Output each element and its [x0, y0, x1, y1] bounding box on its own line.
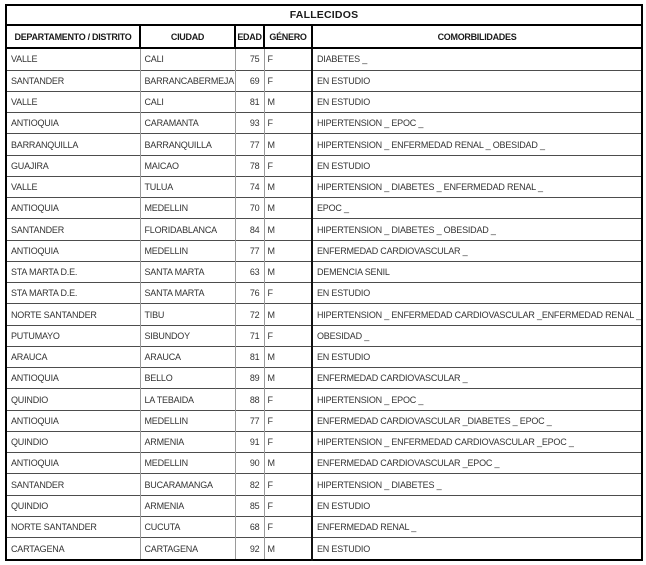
cell-departamento: STA MARTA D.E. [6, 261, 140, 282]
cell-departamento: ANTIOQUIA [6, 410, 140, 431]
cell-ciudad: CALI [140, 48, 235, 70]
cell-genero: M [264, 91, 312, 112]
cell-genero: M [264, 304, 312, 325]
cell-departamento: ANTIOQUIA [6, 240, 140, 261]
table-row [6, 474, 642, 495]
table-title: FALLECIDOS [6, 5, 642, 25]
cell-ciudad: SANTA MARTA [140, 261, 235, 282]
cell-ciudad: BARRANCABERMEJA [140, 70, 235, 91]
cell-ciudad: BARRANQUILLA [140, 134, 235, 155]
cell-genero: M [264, 346, 312, 367]
column-header-ciudad: CIUDAD [140, 25, 235, 48]
cell-genero: F [264, 516, 312, 537]
table-row [6, 155, 642, 176]
cell-comorbilidades: OBESIDAD _ [312, 325, 642, 346]
cell-ciudad: BELLO [140, 368, 235, 389]
cell-genero: M [264, 368, 312, 389]
cell-genero: F [264, 474, 312, 495]
cell-comorbilidades: DIABETES _ [312, 48, 642, 70]
cell-comorbilidades: ENFERMEDAD CARDIOVASCULAR _DIABETES _ EPOC _ [312, 410, 642, 431]
cell-ciudad: SANTA MARTA [140, 283, 235, 304]
cell-comorbilidades: HIPERTENSION _ ENFERMEDAD CARDIOVASCULAR _ENFERMEDAD RENAL _ [312, 304, 642, 325]
cell-comorbilidades: HIPERTENSION _ ENFERMEDAD RENAL _ OBESIDAD _ [312, 134, 642, 155]
cell-ciudad: MEDELLIN [140, 240, 235, 261]
cell-ciudad: MEDELLIN [140, 410, 235, 431]
cell-edad: 85 [235, 495, 264, 516]
table-row [6, 283, 642, 304]
column-header-genero: GÉNERO [264, 25, 312, 48]
table-row [6, 91, 642, 112]
cell-genero: F [264, 155, 312, 176]
cell-comorbilidades: ENFERMEDAD CARDIOVASCULAR _ [312, 368, 642, 389]
table-row [6, 134, 642, 155]
cell-ciudad: LA TEBAIDA [140, 389, 235, 410]
table-row [6, 70, 642, 91]
column-header-departamento: DEPARTAMENTO / DISTRITO [6, 25, 140, 48]
cell-comorbilidades: HIPERTENSION _ EPOC _ [312, 389, 642, 410]
cell-comorbilidades: DEMENCIA SENIL [312, 261, 642, 282]
table-row [6, 325, 642, 346]
cell-genero: F [264, 389, 312, 410]
cell-edad: 91 [235, 431, 264, 452]
cell-edad: 63 [235, 261, 264, 282]
cell-edad: 72 [235, 304, 264, 325]
cell-genero: M [264, 134, 312, 155]
table-row [6, 368, 642, 389]
cell-genero: F [264, 325, 312, 346]
cell-departamento: NORTE SANTANDER [6, 516, 140, 537]
cell-comorbilidades: EN ESTUDIO [312, 155, 642, 176]
cell-edad: 71 [235, 325, 264, 346]
table-row [6, 538, 642, 560]
cell-genero: F [264, 113, 312, 134]
cell-edad: 93 [235, 113, 264, 134]
cell-genero: F [264, 283, 312, 304]
cell-edad: 90 [235, 453, 264, 474]
cell-comorbilidades: ENFERMEDAD CARDIOVASCULAR _ [312, 240, 642, 261]
cell-genero: M [264, 176, 312, 197]
cell-ciudad: CARTAGENA [140, 538, 235, 560]
table-row [6, 48, 642, 70]
cell-genero: M [264, 198, 312, 219]
cell-departamento: SANTANDER [6, 474, 140, 495]
cell-ciudad: MAICAO [140, 155, 235, 176]
table-row [6, 346, 642, 367]
cell-edad: 77 [235, 240, 264, 261]
cell-comorbilidades: HIPERTENSION _ DIABETES _ [312, 474, 642, 495]
cell-ciudad: ARMENIA [140, 495, 235, 516]
cell-genero: M [264, 453, 312, 474]
table-row [6, 219, 642, 240]
cell-comorbilidades: EN ESTUDIO [312, 346, 642, 367]
cell-edad: 74 [235, 176, 264, 197]
cell-edad: 77 [235, 134, 264, 155]
cell-genero: M [264, 219, 312, 240]
table-row [6, 410, 642, 431]
header-row [6, 25, 642, 48]
cell-edad: 77 [235, 410, 264, 431]
cell-edad: 92 [235, 538, 264, 560]
cell-ciudad: ARAUCA [140, 346, 235, 367]
cell-departamento: SANTANDER [6, 219, 140, 240]
cell-departamento: QUINDIO [6, 495, 140, 516]
cell-edad: 78 [235, 155, 264, 176]
cell-comorbilidades: EN ESTUDIO [312, 91, 642, 112]
cell-departamento: SANTANDER [6, 70, 140, 91]
table-row [6, 176, 642, 197]
table-row [6, 198, 642, 219]
cell-genero: M [264, 261, 312, 282]
cell-comorbilidades: EN ESTUDIO [312, 538, 642, 560]
cell-departamento: PUTUMAYO [6, 325, 140, 346]
cell-genero: M [264, 240, 312, 261]
cell-departamento: VALLE [6, 91, 140, 112]
column-header-edad: EDAD [235, 25, 264, 48]
table-body [6, 48, 642, 560]
table-row [6, 261, 642, 282]
cell-edad: 76 [235, 283, 264, 304]
cell-edad: 82 [235, 474, 264, 495]
table-row [6, 431, 642, 452]
cell-ciudad: BUCARAMANGA [140, 474, 235, 495]
table-row [6, 453, 642, 474]
cell-ciudad: MEDELLIN [140, 453, 235, 474]
cell-comorbilidades: HIPERTENSION _ DIABETES _ ENFERMEDAD RENAL _ [312, 176, 642, 197]
cell-edad: 88 [235, 389, 264, 410]
table-row [6, 495, 642, 516]
table-row [6, 389, 642, 410]
cell-genero: F [264, 495, 312, 516]
cell-edad: 81 [235, 346, 264, 367]
cell-departamento: ANTIOQUIA [6, 113, 140, 134]
cell-departamento: QUINDIO [6, 431, 140, 452]
cell-edad: 69 [235, 70, 264, 91]
fallecidos-table [5, 4, 643, 561]
cell-ciudad: TIBU [140, 304, 235, 325]
cell-departamento: ANTIOQUIA [6, 368, 140, 389]
cell-genero: F [264, 410, 312, 431]
cell-departamento: VALLE [6, 176, 140, 197]
cell-departamento: ANTIOQUIA [6, 198, 140, 219]
table-row [6, 240, 642, 261]
cell-edad: 89 [235, 368, 264, 389]
cell-genero: F [264, 70, 312, 91]
cell-edad: 70 [235, 198, 264, 219]
cell-departamento: GUAJIRA [6, 155, 140, 176]
cell-ciudad: TULUA [140, 176, 235, 197]
cell-ciudad: ARMENIA [140, 431, 235, 452]
table-row [6, 516, 642, 537]
cell-ciudad: FLORIDABLANCA [140, 219, 235, 240]
cell-comorbilidades: EN ESTUDIO [312, 70, 642, 91]
cell-departamento: CARTAGENA [6, 538, 140, 560]
cell-departamento: ANTIOQUIA [6, 453, 140, 474]
cell-edad: 84 [235, 219, 264, 240]
cell-comorbilidades: HIPERTENSION _ DIABETES _ OBESIDAD _ [312, 219, 642, 240]
table-row [6, 304, 642, 325]
cell-departamento: QUINDIO [6, 389, 140, 410]
cell-edad: 81 [235, 91, 264, 112]
cell-comorbilidades: EPOC _ [312, 198, 642, 219]
cell-comorbilidades: EN ESTUDIO [312, 495, 642, 516]
cell-departamento: BARRANQUILLA [6, 134, 140, 155]
cell-comorbilidades: ENFERMEDAD RENAL _ [312, 516, 642, 537]
cell-departamento: NORTE SANTANDER [6, 304, 140, 325]
cell-departamento: ARAUCA [6, 346, 140, 367]
cell-departamento: STA MARTA D.E. [6, 283, 140, 304]
cell-ciudad: CALI [140, 91, 235, 112]
cell-ciudad: CARAMANTA [140, 113, 235, 134]
cell-ciudad: CUCUTA [140, 516, 235, 537]
cell-genero: F [264, 48, 312, 70]
column-header-comorbilidades: COMORBILIDADES [312, 25, 642, 48]
cell-genero: M [264, 538, 312, 560]
cell-genero: F [264, 431, 312, 452]
title-row [6, 5, 642, 25]
cell-comorbilidades: HIPERTENSION _ ENFERMEDAD CARDIOVASCULAR _EPOC _ [312, 431, 642, 452]
table-row [6, 113, 642, 134]
cell-edad: 68 [235, 516, 264, 537]
cell-comorbilidades: EN ESTUDIO [312, 283, 642, 304]
cell-ciudad: MEDELLIN [140, 198, 235, 219]
cell-comorbilidades: ENFERMEDAD CARDIOVASCULAR _EPOC _ [312, 453, 642, 474]
cell-ciudad: SIBUNDOY [140, 325, 235, 346]
cell-edad: 75 [235, 48, 264, 70]
cell-comorbilidades: HIPERTENSION _ EPOC _ [312, 113, 642, 134]
cell-departamento: VALLE [6, 48, 140, 70]
